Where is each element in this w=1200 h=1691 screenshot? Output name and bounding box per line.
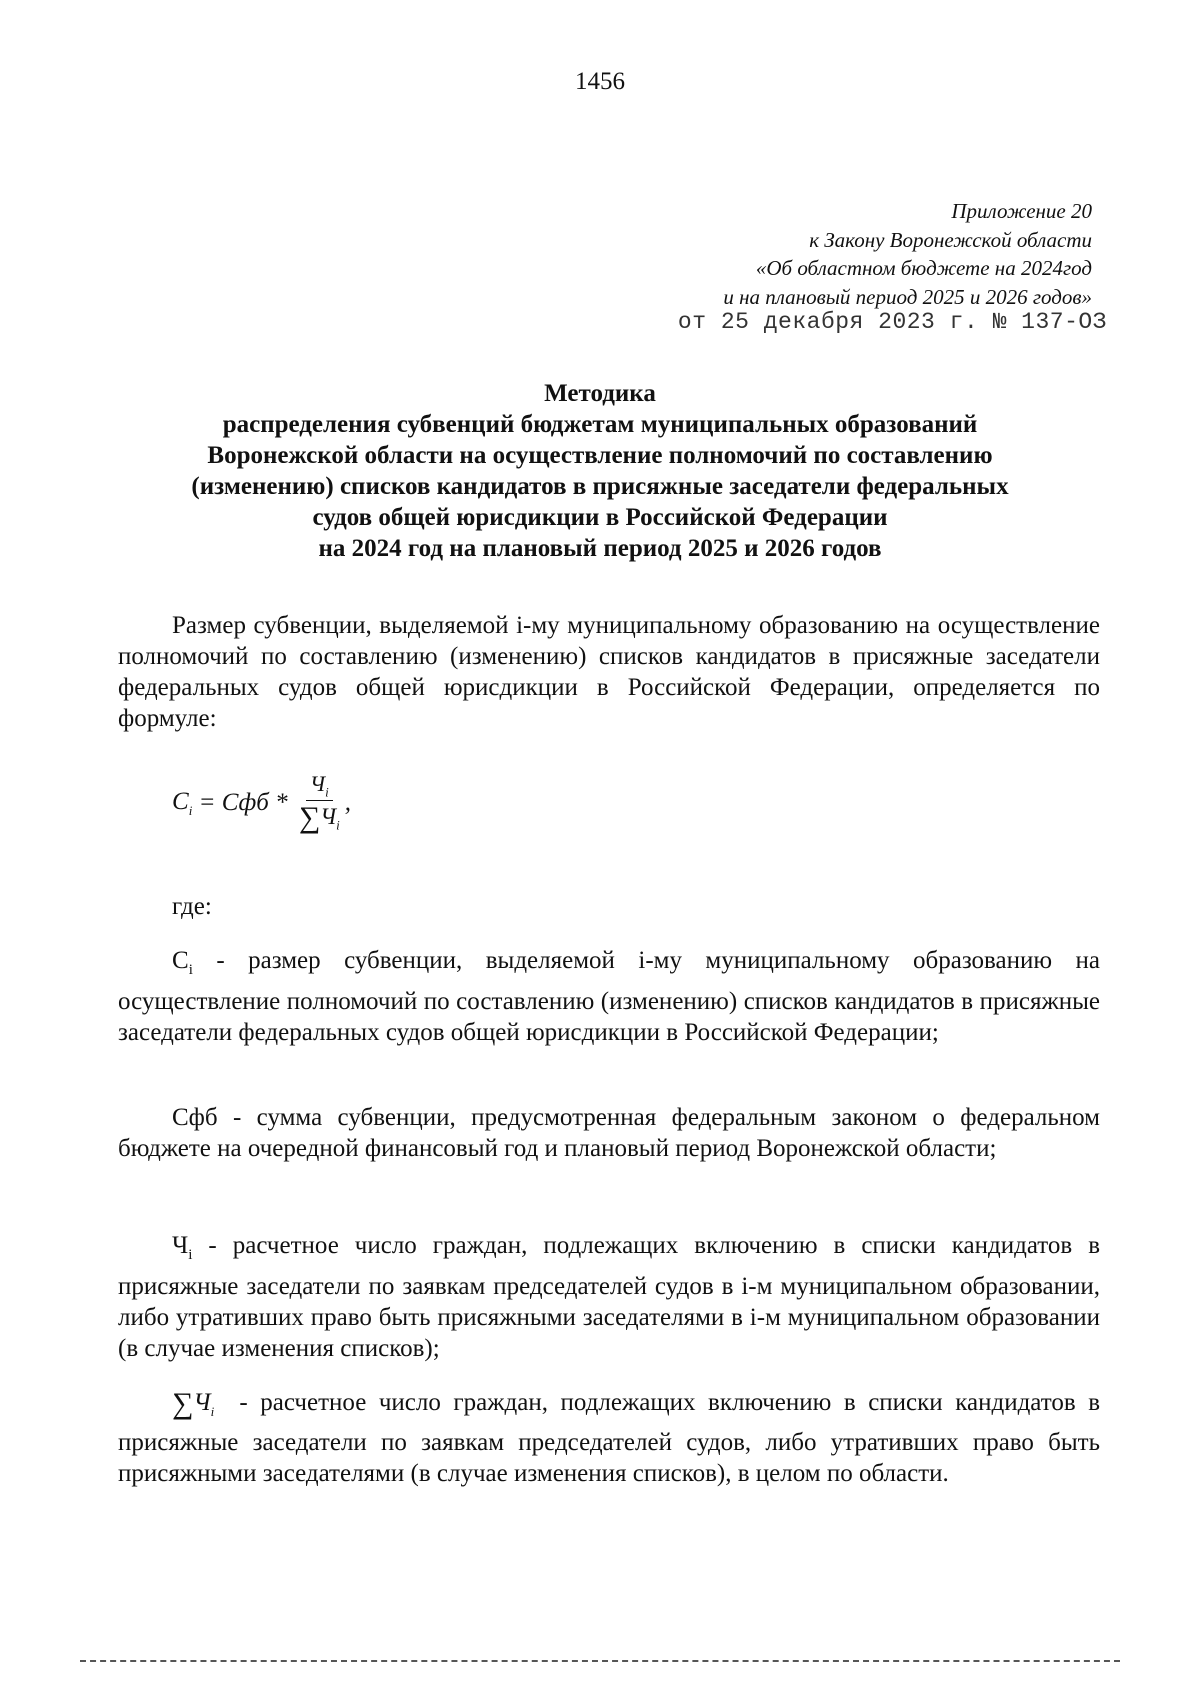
formula (172, 768, 351, 838)
appendix-line: «Об областном бюджете на 2024год (755, 256, 1092, 280)
definition-chi (118, 1230, 1100, 1364)
appendix-line: Приложение 20 (951, 199, 1092, 223)
footer-divider (80, 1660, 1120, 1662)
formula-times: * (268, 789, 294, 816)
title-line: распределения субвенций бюджетам муниципальных образований (222, 411, 978, 438)
appendix-header (492, 197, 1092, 311)
definition-ci (118, 945, 1100, 1048)
formula-denominator: $\sum Ч_i$ (298, 801, 340, 835)
title-line: Методика (544, 380, 656, 407)
formula-fraction (297, 771, 342, 835)
law-date-number-stamp: от 25 декабря 2023 г. № 137-ОЗ (677, 309, 1107, 335)
appendix-line: к Закону Воронежской области (809, 227, 1092, 252)
title-line: на 2024 год на плановый период 2025 и 2026 годов (318, 535, 882, 562)
sum-icon: ∑ (298, 801, 321, 835)
sum-icon: ∑ (172, 1387, 194, 1420)
definition-text: - размер субвенции, выделяемой i-му муниципальному образованию на осуществление полномочий по составлению (изменению) списков кандидатов в присяжные заседатели федеральных судов общей юрисдикции в Российской Федерации; (118, 947, 1100, 1046)
definition-symbol: $\sum Ч_i$ (172, 1387, 215, 1420)
formula-lhs: $C_i$ (172, 787, 193, 818)
title-line: Воронежской области на осуществление полномочий по составлению (207, 442, 993, 469)
title-line: судов общей юрисдикции в Российской Федерации (312, 504, 888, 531)
definition-text: - расчетное число граждан, подлежащих включению в списки кандидатов в присяжные заседатели по заявкам председателей судов в i-м муниципальном образовании, либо утративших право быть присяжными заседателями в i-м муниципальном образовании (в случае изменения списков); (118, 1232, 1100, 1362)
definition-sfb: Сфб - сумма субвенции, предусмотренная федеральным законом о федеральном бюджете на очередной финансовый год и плановый период Воронежской области; (118, 1104, 1100, 1162)
page-number: 1456 (575, 68, 625, 95)
document-title (100, 378, 1100, 564)
definition-sum-chi (118, 1387, 1107, 1489)
intro-paragraph: Размер субвенции, выделяемой i-му муниципальному образованию на осуществление полномочий по составлению (изменению) списков кандидатов в присяжные заседатели федеральных судов общей юрисдикции в Российской Федерации, определяется по формуле: (118, 612, 1100, 732)
formula-equals: = (192, 789, 222, 816)
formula-end: , (344, 789, 351, 816)
definition-text: - расчетное число граждан, подлежащих включению в списки кандидатов в присяжные заседатели по заявкам председателей судов, либо утративших право быть присяжными заседателями (в случае изменения списков), в целом по области. (118, 1389, 1107, 1487)
appendix-line: и на плановый период 2025 и 2026 годов» (723, 284, 1092, 309)
definition-symbol: $C_i$ (172, 947, 193, 978)
title-line: (изменению) списков кандидатов в присяжные заседатели федеральных (191, 473, 1009, 500)
definition-symbol: $Ч_i$ (172, 1232, 193, 1263)
formula-factor: Сфб (221, 789, 269, 816)
formula-numerator: $Ч_i$ (306, 771, 333, 801)
where-label: где: (172, 893, 212, 920)
